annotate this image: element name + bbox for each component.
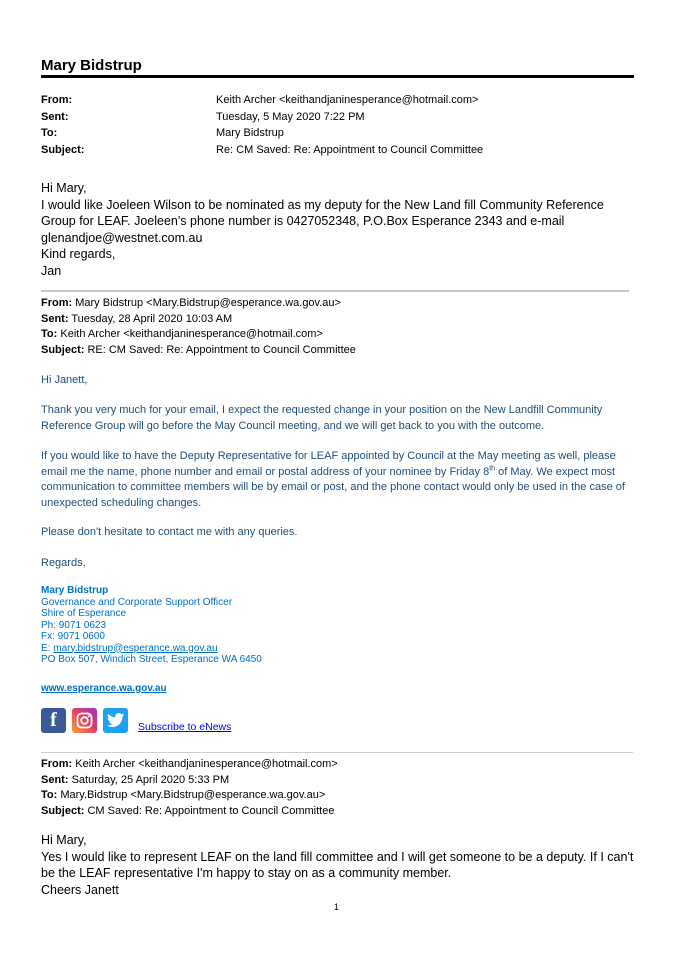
email3-paragraph: Yes I would like to represent LEAF on the land fill committee and I will get someone to be a deputy. If I can't be the LEAF representative I'm happy to stay on as a community member. xyxy=(41,849,634,880)
email2-sent-row xyxy=(41,312,356,328)
social-links xyxy=(41,708,231,733)
email3-to-row xyxy=(41,788,338,804)
email1-from-row xyxy=(41,92,483,109)
subject-value: Re: CM Saved: Re: Appointment to Council Committee xyxy=(216,143,484,156)
separator xyxy=(41,752,633,753)
sent-value: Tuesday, 5 May 2020 7:22 PM xyxy=(216,110,365,123)
twitter-icon[interactable] xyxy=(103,708,128,733)
signature-name: Mary Bidstrup xyxy=(41,585,109,596)
from-label: From: xyxy=(41,758,73,770)
para2-text-a: If you would like to have the Deputy Representative for LEAF appointed by Council at the May meeting as well, please email me the name, phone number and email or postal address of your nominee by Friday 8 xyxy=(41,450,616,478)
instagram-icon[interactable] xyxy=(72,708,97,733)
title-rule xyxy=(41,75,634,78)
email2-subject-row xyxy=(41,343,356,359)
to-label: To: xyxy=(41,789,58,801)
email1-greeting: Hi Mary, xyxy=(41,181,87,195)
subject-label: Subject: xyxy=(41,804,85,817)
email3-signoff: Cheers Janett xyxy=(41,882,119,897)
email1-paragraph: I would like Joeleen Wilson to be nominated as my deputy for the New Land fill Community Reference Group for LEAF. Joeleen's phone number is 0427052348, P.O.Box Esperance 2343 and e-mail glenandjoe@westnet.com.au xyxy=(41,197,604,245)
to-value: Mary.Bidstrup <Mary.Bidstrup@esperance.wa.gov.au> xyxy=(60,789,326,801)
separator xyxy=(41,290,629,292)
email2-from-row xyxy=(41,296,356,312)
email2-greeting: Hi Janett, xyxy=(41,374,88,386)
website-link[interactable]: www.esperance.wa.gov.au xyxy=(41,683,167,694)
para2-superscript: th xyxy=(489,464,496,472)
signature-fax: Fx: 9071 0600 xyxy=(41,631,105,642)
from-value: Keith Archer <keithandjaninesperance@hotmail.com> xyxy=(216,94,479,106)
to-label: To: xyxy=(41,328,58,340)
page-number: 1 xyxy=(334,902,340,912)
email1-signoff: Jan xyxy=(41,263,62,278)
subscribe-link[interactable]: Subscribe to eNews xyxy=(138,721,232,733)
email3-greeting: Hi Mary, xyxy=(41,833,87,847)
email3-from-row xyxy=(41,757,338,773)
email3-body xyxy=(41,832,641,898)
subject-label: Subject: xyxy=(41,343,85,356)
email1-to-row xyxy=(41,125,483,142)
signature-email-link[interactable]: mary.bidstrup@esperance.wa.gov.au xyxy=(53,642,218,654)
email3-subject-row xyxy=(41,804,338,820)
email1-header xyxy=(41,92,483,158)
email2-paragraph-2 xyxy=(41,449,636,511)
facebook-icon[interactable]: f xyxy=(41,708,66,733)
from-label: From: xyxy=(41,297,73,309)
signature-email-row xyxy=(41,643,262,655)
sender-name: Mary Bidstrup xyxy=(41,57,142,74)
signature-title: Governance and Corporate Support Officer xyxy=(41,596,233,608)
signature-address: PO Box 507, Windich Street, Esperance WA 6450 xyxy=(41,654,262,665)
email2-to-row xyxy=(41,327,356,343)
sent-label: Sent: xyxy=(41,312,69,325)
subject-label: Subject: xyxy=(41,143,85,156)
email2-paragraph-3: Please don't hesitate to contact me with any queries. xyxy=(41,526,298,538)
email2-regards: Regards, xyxy=(41,557,86,569)
sent-label: Sent: xyxy=(41,773,69,786)
email1-body xyxy=(41,180,641,279)
from-label: From: xyxy=(41,94,73,106)
signature-phone: Ph: 9071 0623 xyxy=(41,619,107,631)
para2-text-b: of May. We expect most communication to committee members will be by email or post, and the phone contact would only be used in the case of unexpected scheduling changes. xyxy=(41,465,625,509)
signature-block xyxy=(41,585,262,666)
email2-paragraph-1: Thank you very much for your email, I expect the requested change in your position on the New Landfill Community Reference Group will go before the May Council meeting, and we will get back to you with the outcome. xyxy=(41,404,603,432)
to-label: To: xyxy=(41,127,58,139)
to-value: Keith Archer <keithandjaninesperance@hotmail.com> xyxy=(60,328,323,340)
email3-header xyxy=(41,757,338,819)
from-value: Mary Bidstrup <Mary.Bidstrup@esperance.wa.gov.au> xyxy=(75,297,341,309)
email2-header xyxy=(41,296,356,358)
sent-value: Tuesday, 28 April 2020 10:03 AM xyxy=(71,312,233,325)
subject-value: CM Saved: Re: Appointment to Council Committee xyxy=(87,804,335,817)
email1-closing: Kind regards, xyxy=(41,247,116,261)
sent-label: Sent: xyxy=(41,110,69,123)
to-value: Mary Bidstrup xyxy=(216,127,284,139)
signature-email-label: E: xyxy=(41,642,54,654)
sent-value: Saturday, 25 April 2020 5:33 PM xyxy=(71,773,230,786)
signature-org: Shire of Esperance xyxy=(41,608,127,619)
email1-subject-row xyxy=(41,142,483,159)
email1-sent-row xyxy=(41,109,483,126)
email3-sent-row xyxy=(41,773,338,789)
from-value: Keith Archer <keithandjaninesperance@hotmail.com> xyxy=(75,758,338,770)
subject-value: RE: CM Saved: Re: Appointment to Council Committee xyxy=(87,343,356,356)
